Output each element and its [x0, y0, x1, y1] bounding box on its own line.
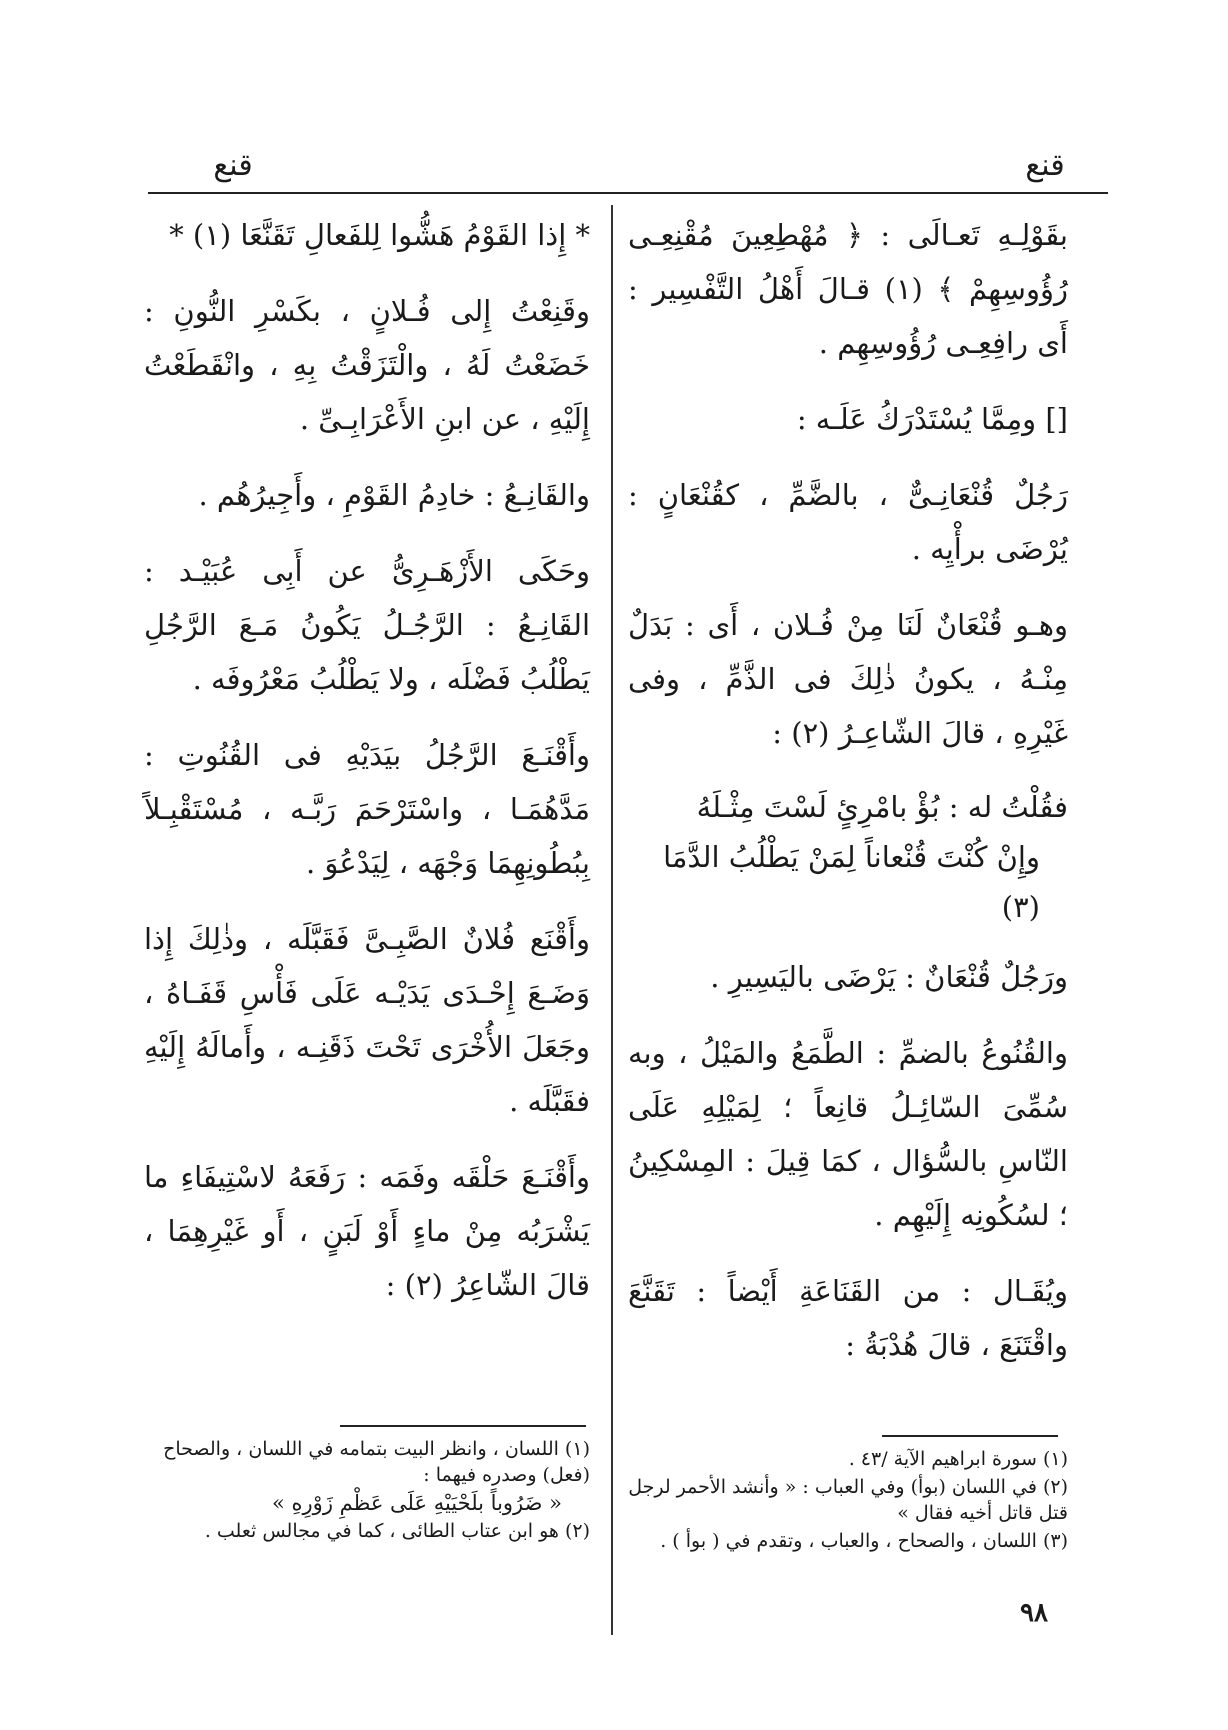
poetry-verse — [628, 782, 1068, 932]
footnotes-left — [144, 1436, 590, 1546]
footnote: (٢) هو ابن عتاب الطائى ، كما في مجالس ثعلب . — [204, 1520, 590, 1542]
entry-paragraph: وأَقْنَـعَ حَلْقَه وفَمَه : رَفَعَهُ لاسْتِيفَاءِ ما يَشْرَبُه مِنْ ماءٍ أَوْ لَبَنٍ ، أَو غَيْرِهِمَا ، قالَ الشّاعِرُ (٢) : — [144, 1160, 590, 1302]
verse-line: * إِذا القَوْمُ هَشُّوا لِلفَعالِ تَقَنَّعَا (١) * — [169, 218, 590, 252]
footnote: (١) اللسان ، وانظر البيت بتمامه في اللسان ، والصحاح (فعل) وصدره فيهما : — [163, 1438, 590, 1486]
entry-paragraph: بقَوْلِـهِ تَعـالَى : ﴿ مُهْطِعِينَ مُقْنِعِـى رُؤُوسِهِمْ ﴾ (١) قـالَ أَهْلُ التَّفْسِير : أَى رافِعِـى رُؤُوسِهِم . — [628, 218, 1068, 360]
verse-first-hemistich: فقُلْتُ له : بُؤْ بامْرِئٍ لَسْتَ مِثْـلَهُ — [696, 790, 1068, 824]
entry-paragraph: وحَكَى الأَزْهَـرِىُّ عن أَبِى عُبَيْـد : القَانِـعُ : الرَّجُـلُ يَكُونُ مَـعَ الرَّجُلِ يَطْلُبُ فَضْلَه ، ولا يَطْلُبُ مَعْرُوفَه . — [144, 554, 590, 696]
footnote-quote-text: « ضَرُوباً بلَحْيَيْهِ عَلَى عَظْمِ زَوْرِهِ » — [272, 1491, 562, 1515]
entry-paragraph: وأَقْنَع فُلانٌ الصَّبِـىَّ فَقَبَّلَه ، وذٰلِكَ إِذا وَضَـعَ إِحْـدَى يَدَيْـه عَلَى فَأْسِ قَفَـاهُ ، وجَعَلَ الأُخْرَى تَحْتَ ذَقَنِـه ، وأَمالَهُ إِلَيْهِ فقَبَّلَه . — [144, 922, 590, 1118]
entry-paragraph: ورَجُلٌ قُنْعَانٌ : يَرْضَى باليَسِيرِ . — [710, 960, 1068, 994]
verse-second-hemistich: وإِنْ كُنْتَ قُنْعاناً لِمَنْ يَطْلُبُ الدَّمَا (٣) — [663, 840, 1040, 924]
entry-paragraph: رَجُلٌ قُنْعَانِـىٌّ ، بالضَّمِّ ، كقُنْعَانٍ : يُرْضَى برأْيِه . — [628, 478, 1068, 566]
footnote-rule-right — [882, 1435, 1058, 1437]
column-divider — [611, 205, 613, 1635]
running-head-left: قنع — [213, 148, 253, 183]
left-column — [144, 208, 590, 1334]
running-head-right: قنع — [1025, 148, 1065, 183]
footnote-rule-left — [340, 1425, 586, 1427]
entry-paragraph: وقَنِعْتُ إِلى فُـلانٍ ، بكَسْرِ النُّونِ : خَضَعْتُ لَهُ ، والْتَزَقْتُ بِهِ ، وانْقَطَعْتُ إِلَيْهِ ، عن ابنِ الأَعْرَابِـىِّ . — [144, 294, 590, 436]
footnote-quote — [144, 1490, 590, 1516]
footnotes-right — [628, 1446, 1068, 1556]
footnote: (١) سورة ابراهيم الآية /٤٣ . — [848, 1448, 1068, 1470]
page-number: ٩٨ — [1020, 1598, 1048, 1628]
entry-paragraph: [] ومِمَّا يُسْتَدْرَكُ عَلَـه : — [796, 402, 1068, 436]
entry-paragraph: وأَقْنَـعَ الرَّجُلُ بيَدَيْهِ فى القُنُوتِ : مَدَّهُمَـا ، واسْتَرْحَمَ رَبَّـه ، مُسْتَقْبِـلاً بِبُطُونِهِمَا وَجْهَه ، لِيَدْعُوَ . — [144, 738, 590, 880]
right-column — [628, 208, 1068, 1394]
footnote: (٢) في اللسان (بوأ) وفي العباب : « وأنشد الأحمر لرجل قتل قاتل أخيه فقال » — [628, 1476, 1068, 1524]
entry-paragraph: والقَانِـعُ : خادِمُ القَوْمِ ، وأَجِيرُهُم . — [198, 478, 590, 512]
header-rule — [148, 192, 1108, 194]
entry-paragraph: والقُنُوعُ بالضمِّ : الطَّمَعُ والمَيْلُ ، وبه سُمِّىَ السّائِـلُ قانِعاً ؛ لِمَيْلِهِ عَلَى النّاسِ بالسُّؤال ، كمَا قِيلَ : المِسْكِينُ ؛ لسُكُونِه إِلَيْهِم . — [628, 1036, 1068, 1232]
entry-paragraph: وهـو قُنْعَانٌ لَنَا مِنْ فُـلان ، أَى : بَدَلٌ مِنْـهُ ، يكونُ ذٰلِكَ فى الذَّمِّ ، وفى غَيْرِهِ ، قالَ الشّاعِـرُ (٢) : — [628, 608, 1068, 750]
footnote: (٣) اللسان ، والصحاح ، والعباب ، وتقدم في ( بوأ ) . — [660, 1530, 1068, 1552]
entry-paragraph: ويُقَـال : من القَنَاعَةِ أَيْضاً : تَقَنَّعَ واقْتَنَعَ ، قالَ هُدْبَةُ : — [628, 1274, 1068, 1362]
